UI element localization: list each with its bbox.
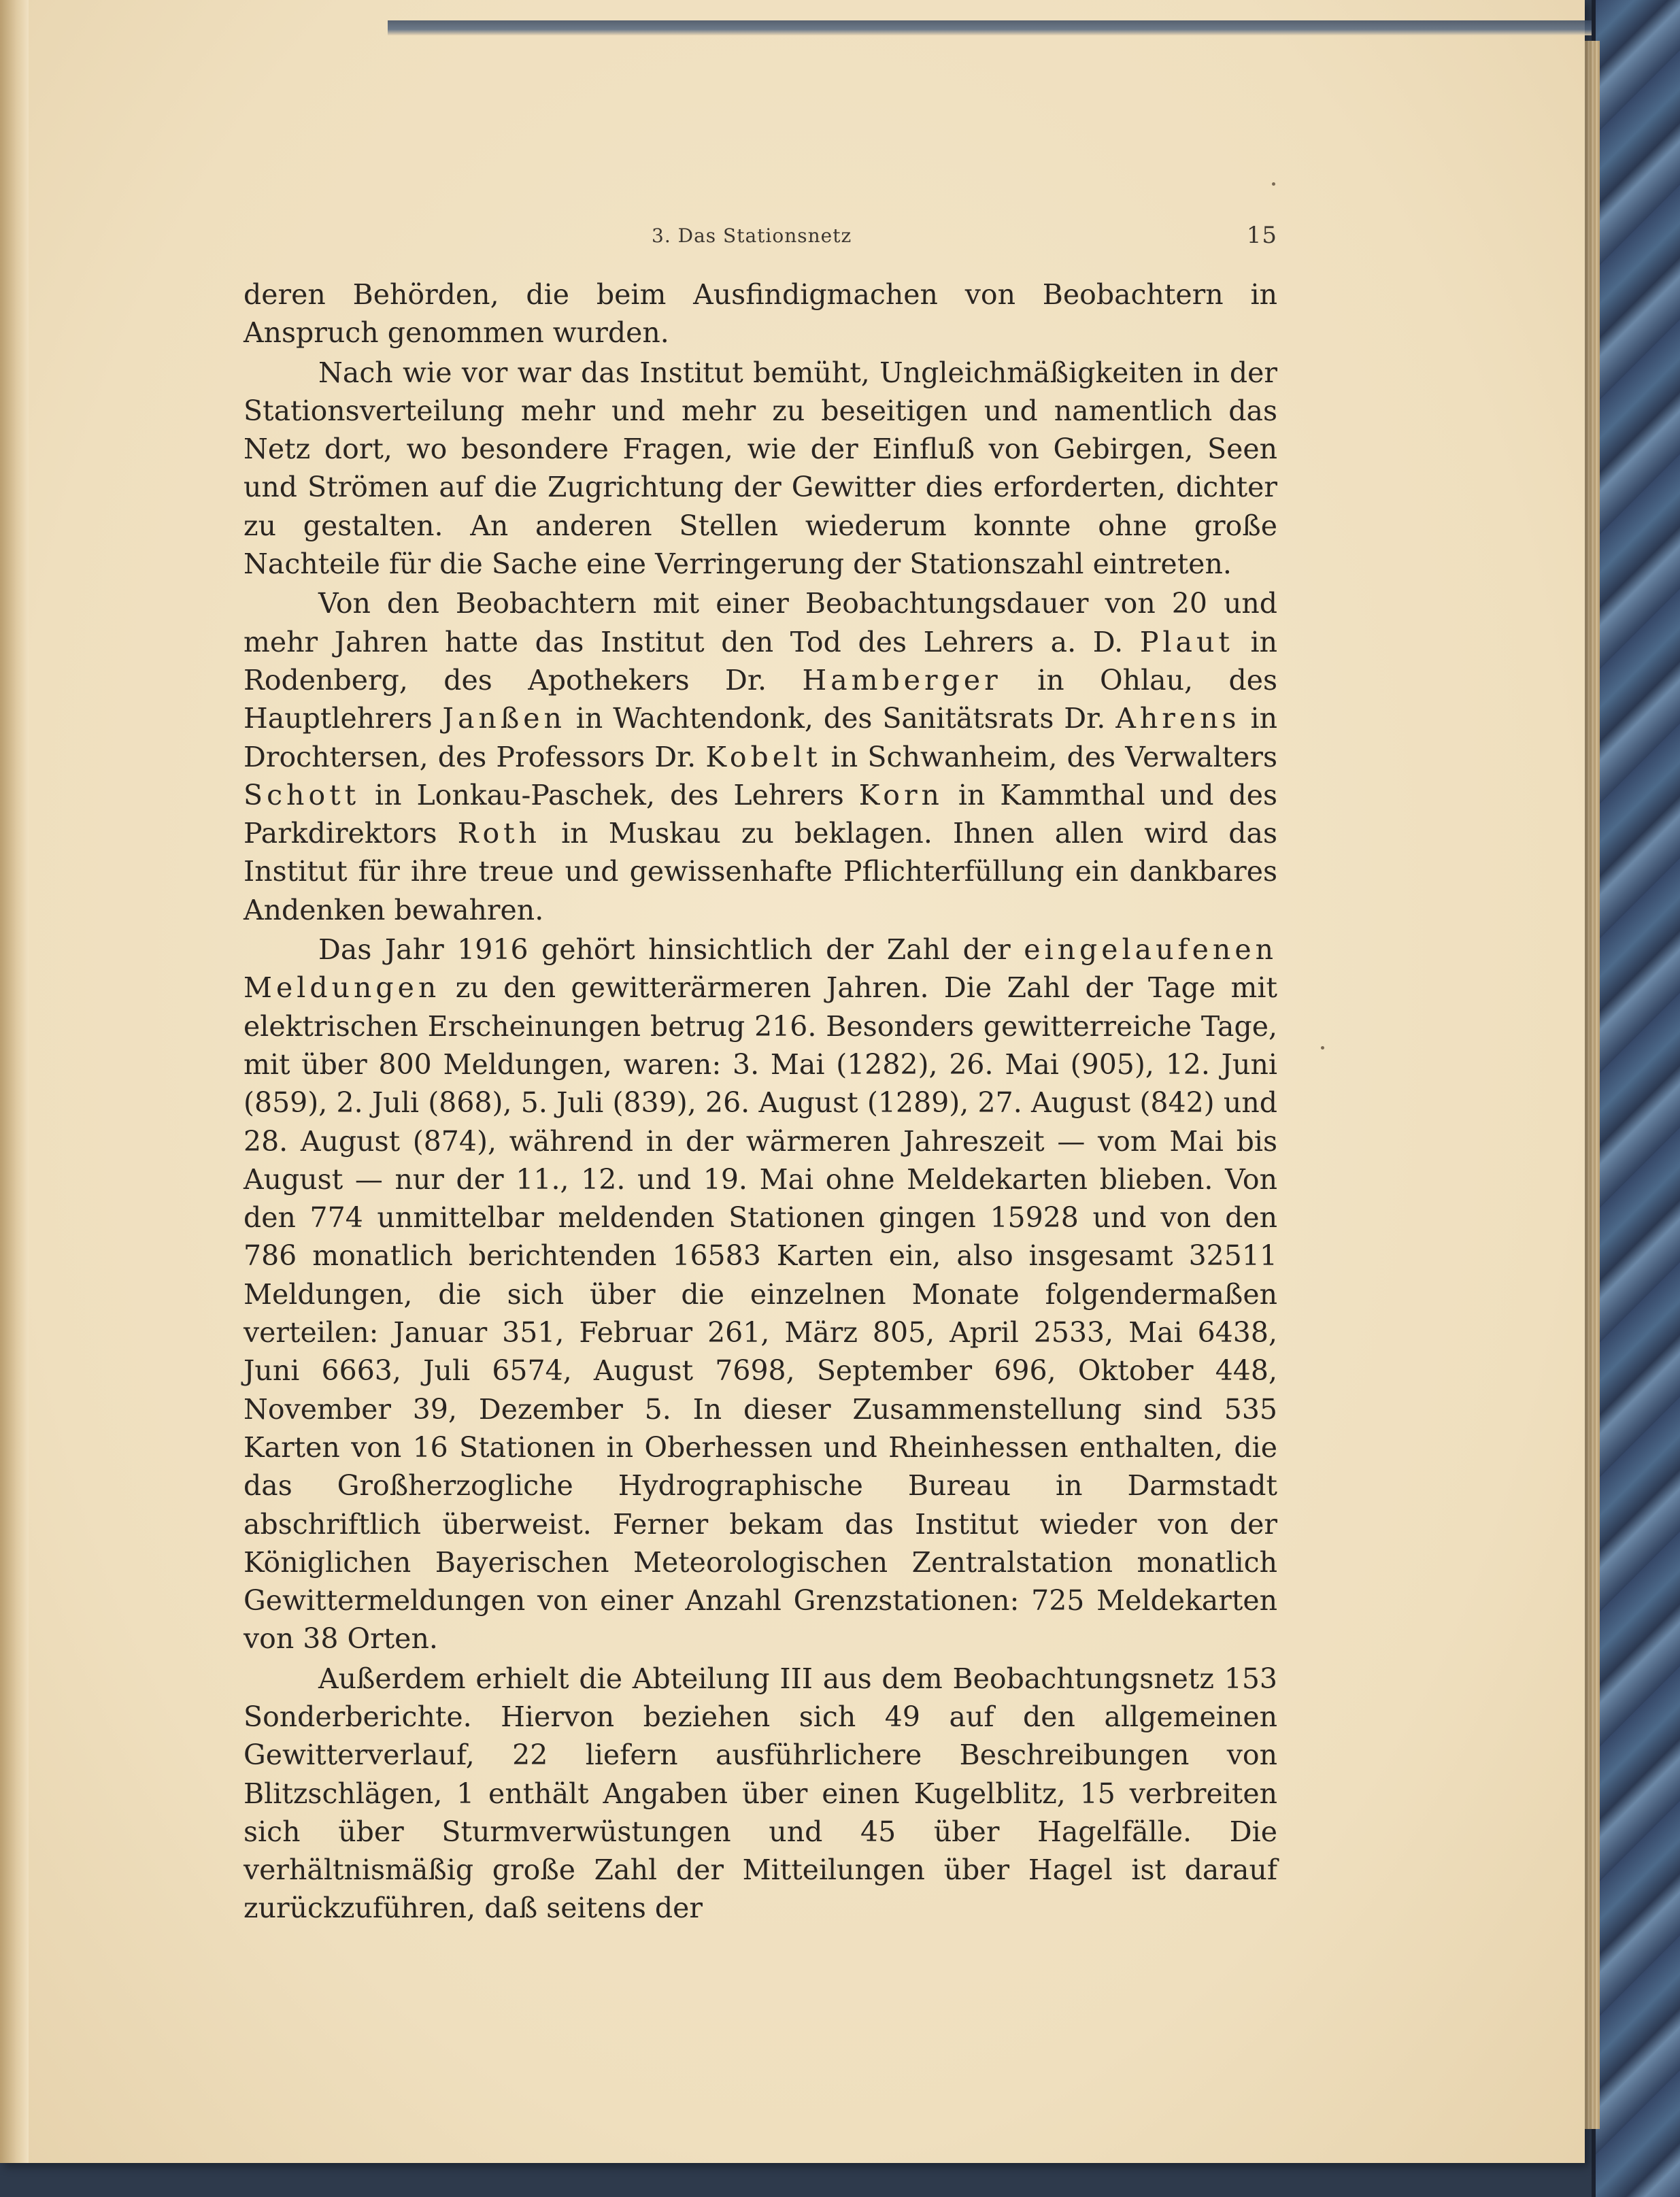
top-binding-shadow	[388, 20, 1592, 35]
paper-speck	[1321, 1046, 1324, 1050]
name-korn: Korn	[858, 778, 943, 811]
book-cover-edge	[1592, 0, 1680, 2197]
emphasis-meldungen: eingelaufenen Meldungen	[243, 933, 1277, 1005]
running-head	[243, 222, 1277, 256]
name-schott: Schott	[243, 778, 360, 811]
page-number: 15	[1246, 222, 1277, 249]
page-gutter	[0, 0, 29, 2163]
name-plaut: Plaut	[1139, 625, 1234, 658]
body-text	[243, 275, 1277, 1929]
name-roth: Roth	[457, 817, 541, 850]
paragraph-2: Nach wie vor war das Institut bemüht, Ungleichmäßigkeiten in der Stationsverteilung mehr und mehr zu beseitigen und namentlich das Netz dort, wo besondere Fragen, wie der Einfluß von Gebirgen, Seen und Strömen auf die Zugrichtung der Gewitter dies erforderten, dichter zu gestalten. An anderen Stellen wiederum konnte ohne große Nachteile für die Sache eine Verringerung der Stationszahl eintreten.	[243, 356, 1277, 581]
paragraph-5: Außerdem erhielt die Abteilung III aus dem Beobachtungsnetz 153 Sonderberichte. Hiervon beziehen sich 49 auf den allgemeinen Gewitterverlauf, 22 liefern ausführlichere Beschreibungen von Blitzschlägen, 1 enthält Angaben über einen Kugelblitz, 15 verbreiten sich über Sturmverwüstungen und 45 über Hagelfälle. Die verhältnismäßig große Zahl der Mitteilungen über Hagel ist darauf zurückzuführen, daß seitens der	[243, 1662, 1277, 1925]
name-ahrens: Ahrens	[1115, 702, 1241, 735]
name-janssen: Janßen	[442, 702, 566, 735]
paper-speck	[1272, 182, 1275, 186]
paragraph-3: Von den Beobachtern mit einer Beobachtungsdauer von 20 und mehr Jahren hatte das Institut den Tod des Lehrers a. D. Plaut in Rodenberg, des Apothekers Dr. Hamberger in Ohlau, des Hauptlehrers Janßen in Wachtendonk, des Sanitätsrats Dr. Ahrens in Drochtersen, des Professors Dr. Kobelt in Schwanheim, des Verwalters Schott in Lonkau-Paschek, des Lehrers Korn in Kammthal und des Parkdirektors Roth in Muskau zu beklagen. Ihnen allen wird das Institut für ihre treue und gewissenhafte Pflichterfüllung ein dankbares Andenken bewahren.	[243, 587, 1278, 926]
name-hamberger: Hamberger	[802, 663, 1002, 697]
name-kobelt: Kobelt	[705, 740, 822, 773]
chapter-title: 3. Das Stationsnetz	[652, 224, 852, 247]
paragraph-1: deren Behörden, die beim Ausfindigmachen von Beobachtern in Anspruch genommen wurden.	[243, 278, 1277, 350]
paragraph-4: Das Jahr 1916 gehört hinsichtlich der Zahl der eingelaufenen Meldungen zu den gewitterärmeren Jahren. Die Zahl der Tage mit elektrischen Erscheinungen betrug 216. Besonders gewitterreiche Tage, mit über 800 Meldungen, waren: 3. Mai (1282), 26. Mai (905), 12. Juni (859), 2. Juli (868), 5. Juli (839), 26. August (1289), 27. August (842) und 28. August (874), während in der wärmeren Jahreszeit — vom Mai bis August — nur der 11., 12. und 19. Mai ohne Meldekarten blieben. Von den 774 unmittelbar meldenden Stationen gingen 15928 und von den 786 monatlich berichtenden 16583 Karten ein, also insgesamt 32511 Meldungen, die sich über die einzelnen Monate folgendermaßen verteilen: Januar 351, Februar 261, März 805, April 2533, Mai 6438, Juni 6663, Juli 6574, August 7698, September 696, Oktober 448, November 39, Dezember 5. In dieser Zusammenstellung sind 535 Karten von 16 Stationen in Oberhessen und Rheinhessen enthalten, die das Großherzogliche Hydrographische Bureau in Darmstadt abschriftlich überweist. Ferner bekam das Institut wieder von der Königlichen Bayerischen Meteorologischen Zentralstation monatlich Gewittermeldungen von einer Anzahl Grenzstationen: 725 Meldekarten von 38 Orten.	[243, 933, 1277, 1656]
